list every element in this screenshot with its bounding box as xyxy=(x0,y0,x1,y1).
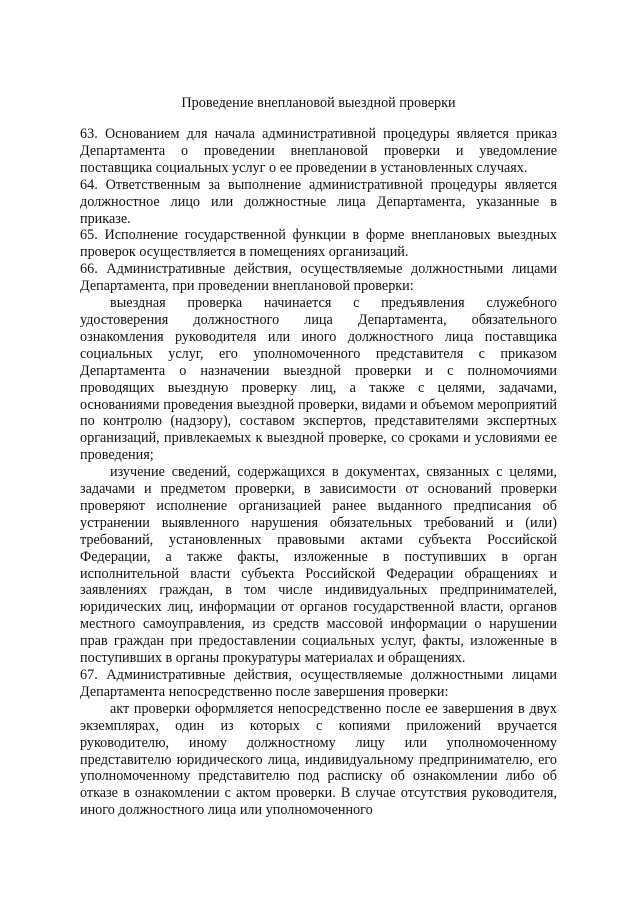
paragraph-65: 65. Исполнение государственной функции в форме внеплановых выездных проверок осуществляется в помещениях организаций. xyxy=(80,227,557,261)
paragraph-66-item-onsite-check: выездная проверка начинается с предъявления служебного удостоверения должностного лица Департамента, обязательного ознакомления руководителя или иного должностного лица поставщика социальных услуг, его уполномоченного представителя с приказом Департамента о назначении выездной проверки и с полномочиями проводящих выездную проверку лиц, а также с целями, задачами, основаниями проведения выездной проверки, видами и объемом мероприятий по контролю (надзору), составом экспертов, представителями экспертных организаций, привлекаемых к выездной проверке, со сроками и условиями ее проведения; xyxy=(80,295,557,464)
paragraph-64: 64. Ответственным за выполнение административной процедуры является должностное лицо или должностные лица Департамента, указанные в приказе. xyxy=(80,176,557,227)
document-body xyxy=(80,126,557,819)
paragraph-66-item-document-review: изучение сведений, содержащихся в документах, связанных с целями, задачами и предметом проверки, в зависимости от оснований проверки проверяют исполнение организацией ранее выданного предписания об устранении выявленного нарушения обязательных требований и (или) требований, установленных правовыми актами субъекта Российской Федерации, а также факты, изложенные в поступивших в орган исполнительной власти субъекта Российской Федерации обращениях и заявлениях граждан, в том числе индивидуальных предпринимателей, юридических лиц, информации от органов государственной власти, органов местного самоуправления, из средств массовой информации о нарушении прав граждан при предоставлении социальных услуг, факты, изложенные в поступивших в органы прокуратуры материалах и обращениях. xyxy=(80,464,557,667)
section-heading: Проведение внеплановой выездной проверки xyxy=(181,95,456,111)
paragraph-63: 63. Основанием для начала административной процедуры является приказ Департамента о проведении внеплановой проверки и уведомление поставщика социальных услуг о ее проведении в установленных случаях. xyxy=(80,126,557,176)
paragraph-67: 67. Административные действия, осуществляемые должностными лицами Департамента непосредственно после завершения проверки: xyxy=(80,667,557,700)
paragraph-66: 66. Административные действия, осуществляемые должностными лицами Департамента, при проведении внеплановой проверки: xyxy=(80,261,557,295)
paragraph-67-item-inspection-act: акт проверки оформляется непосредственно после ее завершения в двух экземплярах, один из которых с копиями приложений вручается руководителю, иному должностному лицу или уполномоченному представителю юридического лица, индивидуальному предпринимателю, его уполномоченному представителю под расписку об ознакомлении либо об отказе в ознакомлении с актом проверки. В случае отсутствия руководителя, иного должностного лица или уполномоченного xyxy=(80,700,557,819)
